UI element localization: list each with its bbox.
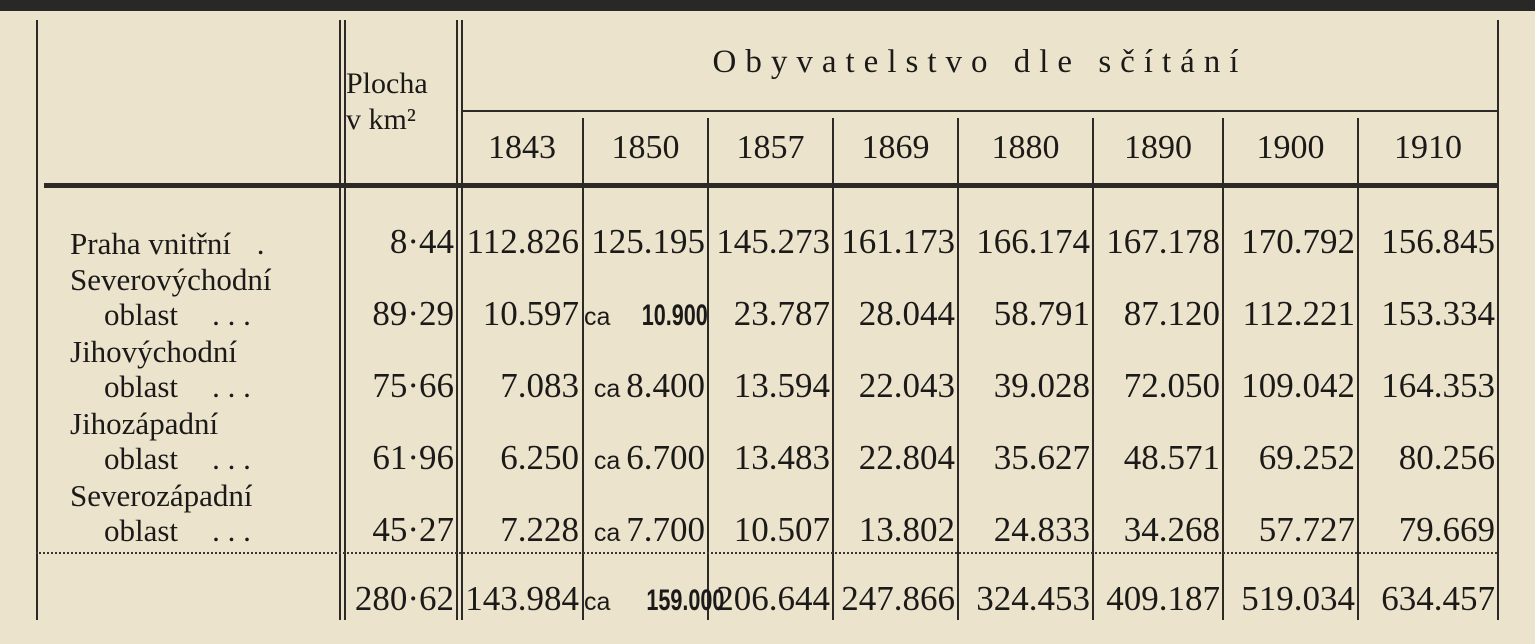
leader-dots: . . . <box>212 369 251 404</box>
total-population-value: 247.866 <box>841 579 955 618</box>
total-population-value: 519.034 <box>1241 579 1355 618</box>
row-label-severozapadni <box>70 480 252 546</box>
population-value: 161.173 <box>841 222 955 261</box>
population-value: 58.791 <box>993 294 1090 333</box>
header-bottom-rule <box>44 183 1497 188</box>
approx-value-cell <box>584 440 705 475</box>
area-value: 61·96 <box>372 438 454 477</box>
area-value: 8·44 <box>389 222 454 261</box>
year-header: 1900 <box>1256 129 1325 166</box>
year-header: 1910 <box>1394 129 1462 166</box>
approx-value: 8.400 <box>626 366 705 405</box>
population-value: 24.833 <box>993 510 1090 549</box>
population-value: 156.845 <box>1381 222 1495 261</box>
year-header: 1843 <box>488 129 556 166</box>
population-value: 170.792 <box>1241 222 1355 261</box>
total-population-value: 324.453 <box>976 579 1090 618</box>
population-value: 22.043 <box>858 366 955 405</box>
approx-value: 10.900 <box>642 299 709 332</box>
population-value: 34.268 <box>1123 510 1220 549</box>
area-header <box>346 66 456 138</box>
population-value: 48.571 <box>1123 438 1220 477</box>
population-value: 23.787 <box>733 294 830 333</box>
row-label-jihozapadni <box>70 408 251 474</box>
top-rule <box>0 0 1535 11</box>
year-header: 1850 <box>611 129 680 166</box>
approx-prefix: ca <box>584 303 611 331</box>
population-value: 72.050 <box>1123 366 1220 405</box>
population-value: 69.252 <box>1258 438 1355 477</box>
population-value: 79.669 <box>1398 510 1495 549</box>
row-label-text-2: oblast <box>104 441 179 476</box>
row-label-praha <box>70 228 265 259</box>
approx-value-cell <box>584 368 705 403</box>
population-value: 167.178 <box>1106 222 1220 261</box>
approx-value-cell <box>584 581 725 617</box>
area-column-divider-left <box>339 20 341 620</box>
area-value: 45·27 <box>372 510 454 549</box>
population-value: 164.353 <box>1381 366 1495 405</box>
population-value: 35.627 <box>993 438 1090 477</box>
area-column-divider-right <box>456 20 458 620</box>
approx-value-cell <box>584 512 705 547</box>
population-value: 7.083 <box>500 366 579 405</box>
leader-dots: . <box>256 226 265 261</box>
row-label-text: Severozápadní <box>70 478 253 513</box>
row-label-text-2: oblast <box>104 369 179 404</box>
population-value: 80.256 <box>1398 438 1495 477</box>
population-value: 112.221 <box>1242 294 1355 333</box>
approx-value: 7.700 <box>626 510 705 549</box>
total-population-value: 206.644 <box>716 579 830 618</box>
population-value: 166.174 <box>976 222 1090 261</box>
year-header: 1869 <box>861 129 930 166</box>
population-value: 10.507 <box>733 510 830 549</box>
year-header: 1880 <box>991 129 1060 166</box>
row-label-text: Jihozápadní <box>70 406 219 441</box>
population-value: 39.028 <box>993 366 1090 405</box>
approx-value: 159.000 <box>646 584 725 617</box>
total-area-value: 280·62 <box>354 579 454 618</box>
population-value: 6.250 <box>500 438 579 477</box>
total-population-value: 143.984 <box>465 579 579 618</box>
row-label-text: Severovýchodní <box>70 262 272 297</box>
right-border <box>1497 20 1499 620</box>
total-dotted-rule <box>36 552 1497 554</box>
population-value: 145.273 <box>716 222 830 261</box>
population-value: 13.594 <box>733 366 830 405</box>
population-value: 7.228 <box>500 510 579 549</box>
leader-dots: . . . <box>212 297 251 332</box>
approx-prefix: ca <box>593 375 621 403</box>
area-header-line1: Plocha <box>346 67 428 100</box>
approx-prefix: ca <box>584 588 611 616</box>
population-value: 109.042 <box>1241 366 1355 405</box>
row-label-text: Praha vnitřní <box>70 226 231 261</box>
left-border <box>36 20 38 620</box>
population-value: 57.727 <box>1258 510 1355 549</box>
approx-prefix: ca <box>593 519 621 547</box>
area-header-line2: v km² <box>346 103 416 136</box>
population-value: 153.334 <box>1381 294 1495 333</box>
approx-value-cell <box>584 296 709 332</box>
year-header: 1857 <box>736 129 805 166</box>
area-value: 89·29 <box>372 294 454 333</box>
population-value: 13.483 <box>733 438 830 477</box>
row-label-jihovychodni <box>70 336 251 402</box>
population-value: 22.804 <box>858 438 955 477</box>
table-title: Obyvatelstvo dle sčítání <box>712 44 1248 80</box>
approx-prefix: ca <box>593 447 621 475</box>
row-label-severovychodni <box>70 264 271 330</box>
row-label-text-2: oblast <box>104 513 179 548</box>
header-subrule <box>461 110 1497 112</box>
row-label-text: Jihovýchodní <box>70 334 238 369</box>
total-population-value: 409.187 <box>1106 579 1220 618</box>
population-value: 87.120 <box>1123 294 1220 333</box>
population-value: 125.195 <box>591 222 705 261</box>
year-header: 1890 <box>1124 129 1192 166</box>
leader-dots: . . . <box>212 513 251 548</box>
population-value: 13.802 <box>858 510 955 549</box>
leader-dots: . . . <box>212 441 251 476</box>
area-value: 75·66 <box>372 366 454 405</box>
row-label-text-2: oblast <box>104 297 179 332</box>
total-population-value: 634.457 <box>1381 579 1495 618</box>
population-value: 112.826 <box>466 222 579 261</box>
approx-value: 6.700 <box>626 438 705 477</box>
population-value: 28.044 <box>858 294 955 333</box>
population-value: 10.597 <box>482 294 579 333</box>
